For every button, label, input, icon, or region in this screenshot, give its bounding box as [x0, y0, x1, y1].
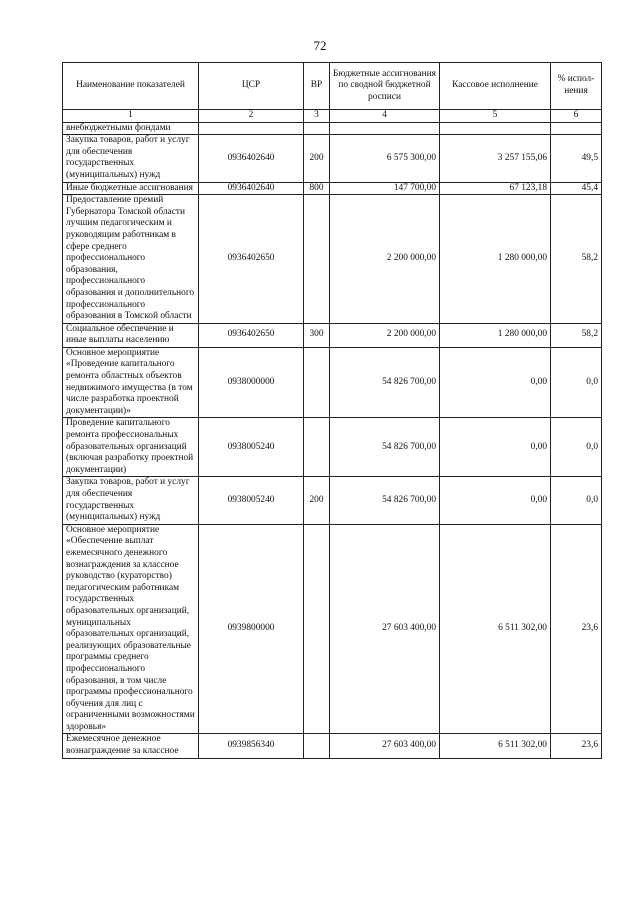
row-percent: 0,0 — [551, 347, 602, 418]
row-assigned: 54 826 700,00 — [330, 477, 440, 524]
row-csr: 0938000000 — [199, 347, 304, 418]
row-csr: 0939800000 — [199, 524, 304, 734]
row-vr — [304, 122, 330, 135]
row-vr — [304, 524, 330, 734]
row-assigned: 2 200 000,00 — [330, 195, 440, 324]
header-indicator-name: Наименование показателей — [63, 63, 199, 110]
row-csr: 0936402650 — [199, 323, 304, 347]
row-executed: 6 511 302,00 — [440, 734, 551, 758]
row-csr: 0936402640 — [199, 135, 304, 182]
row-percent: 49,5 — [551, 135, 602, 182]
row-name: Иные бюджетные ассигнования — [63, 182, 199, 195]
row-percent: 45,4 — [551, 182, 602, 195]
row-name: внебюджетными фондами — [63, 122, 199, 135]
page-number: 72 — [313, 38, 327, 53]
header-execution-percent: % испол-нения — [551, 63, 602, 110]
row-csr: 0939856340 — [199, 734, 304, 758]
row-name: Предоставление премий Губернатора Томской области лучшим педагогическим и руководящим работникам в сфере среднего профессионального образования, профессионального образования и дополнительного профессионального образования в Томской области — [63, 195, 199, 324]
row-vr: 200 — [304, 477, 330, 524]
row-percent: 23,6 — [551, 524, 602, 734]
column-number-row — [63, 110, 602, 123]
row-executed: 0,00 — [440, 418, 551, 477]
row-name: Социальное обеспечение и иные выплаты населению — [63, 323, 199, 347]
table-row — [63, 323, 602, 347]
column-number: 4 — [330, 110, 440, 123]
row-vr — [304, 734, 330, 758]
table-row — [63, 182, 602, 195]
header-cash-execution: Кассовое исполнение — [440, 63, 551, 110]
row-assigned: 147 700,00 — [330, 182, 440, 195]
row-percent: 58,2 — [551, 195, 602, 324]
row-percent — [551, 122, 602, 135]
header-vr: ВР — [304, 63, 330, 110]
row-percent: 0,0 — [551, 477, 602, 524]
row-csr: 0936402640 — [199, 182, 304, 195]
row-assigned: 2 200 000,00 — [330, 323, 440, 347]
row-name: Основное мероприятие «Проведение капитального ремонта областных объектов недвижимого имущества (в том числе разработка проектной документации)» — [63, 347, 199, 418]
row-executed: 1 280 000,00 — [440, 323, 551, 347]
row-name: Ежемесячное денежное вознаграждение за классное — [63, 734, 199, 758]
column-number: 6 — [551, 110, 602, 123]
row-executed: 67 123,18 — [440, 182, 551, 195]
header-csr: ЦСР — [199, 63, 304, 110]
column-number: 5 — [440, 110, 551, 123]
row-executed: 0,00 — [440, 347, 551, 418]
row-assigned: 54 826 700,00 — [330, 418, 440, 477]
table-row — [63, 524, 602, 734]
row-executed — [440, 122, 551, 135]
table-row — [63, 477, 602, 524]
row-assigned: 54 826 700,00 — [330, 347, 440, 418]
row-assigned: 27 603 400,00 — [330, 734, 440, 758]
row-vr: 300 — [304, 323, 330, 347]
row-percent: 58,2 — [551, 323, 602, 347]
table-row — [63, 734, 602, 758]
column-number: 1 — [63, 110, 199, 123]
row-executed: 0,00 — [440, 477, 551, 524]
row-vr — [304, 418, 330, 477]
row-name: Проведение капитального ремонта профессиональных образовательных организаций (включая разработку проектной документации) — [63, 418, 199, 477]
table-row — [63, 122, 602, 135]
row-vr — [304, 347, 330, 418]
row-vr: 800 — [304, 182, 330, 195]
table-header-row — [63, 63, 602, 110]
row-name: Закупка товаров, работ и услуг для обеспечения государственных (муниципальных) нужд — [63, 477, 199, 524]
row-vr: 200 — [304, 135, 330, 182]
row-csr: 0938005240 — [199, 477, 304, 524]
row-assigned: 6 575 300,00 — [330, 135, 440, 182]
row-name: Основное мероприятие «Обеспечение выплат ежемесячного денежного вознаграждения за классное руководство (кураторство) педагогическим работникам государственных образовательных организаций, муниципальных образовательных организаций, реализующих образовательные программы среднего профессионального образования, в том числе программы профессионального обучения для лиц с ограниченными возможностями здоровья» — [63, 524, 199, 734]
table-row — [63, 195, 602, 324]
budget-execution-table — [62, 62, 602, 759]
row-vr — [304, 195, 330, 324]
row-executed: 6 511 302,00 — [440, 524, 551, 734]
row-csr — [199, 122, 304, 135]
row-executed: 1 280 000,00 — [440, 195, 551, 324]
row-csr: 0936402650 — [199, 195, 304, 324]
row-assigned: 27 603 400,00 — [330, 524, 440, 734]
row-percent: 0,0 — [551, 418, 602, 477]
row-name: Закупка товаров, работ и услуг для обеспечения государственных (муниципальных) нужд — [63, 135, 199, 182]
header-budget-assignments: Бюджетные ассигнования по сводной бюджетной росписи — [330, 63, 440, 110]
column-number: 2 — [199, 110, 304, 123]
row-percent: 23,6 — [551, 734, 602, 758]
table-row — [63, 135, 602, 182]
column-number: 3 — [304, 110, 330, 123]
table-row — [63, 418, 602, 477]
table-row — [63, 347, 602, 418]
row-assigned — [330, 122, 440, 135]
row-executed: 3 257 155,06 — [440, 135, 551, 182]
row-csr: 0938005240 — [199, 418, 304, 477]
